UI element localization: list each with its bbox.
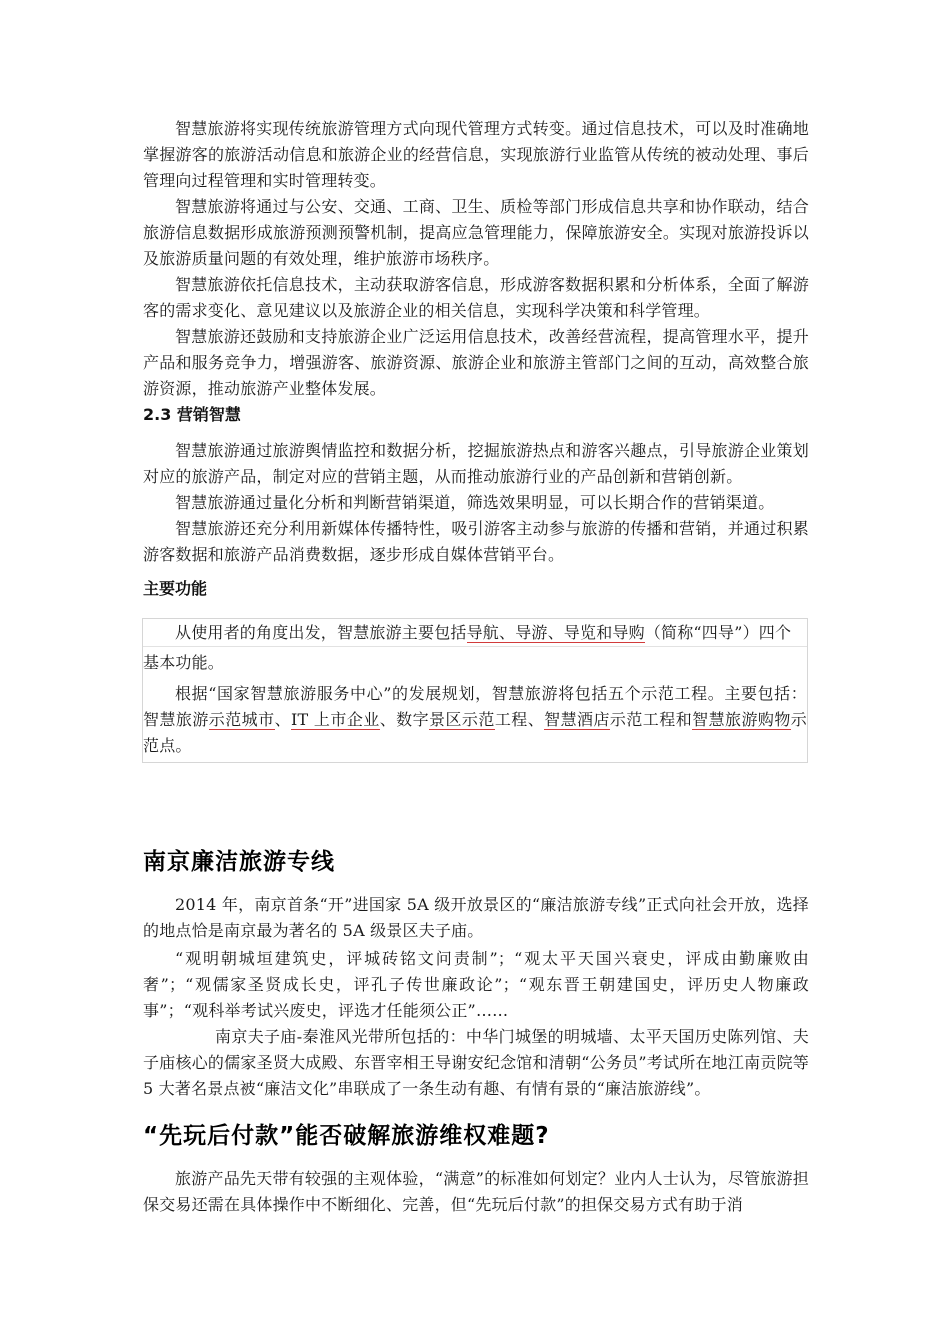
link-smart-shopping[interactable]: 智慧旅游购物 [692,710,791,729]
paragraph: 2014 年，南京首条“开”进国家 5A 级开放景区的“廉洁旅游专线”正式向社会开放，选择的地点恰是南京最为著名的 5A 级景区夫子庙。 [143,895,809,940]
section-heading-main-functions: 主要功能 [143,579,208,598]
paragraph: 智慧旅游通过量化分析和判断营销渠道，筛选效果明显，可以长期合作的营销渠道。 [175,493,775,512]
text-span: （简称“四导”）四个 [644,623,792,642]
paragraph: 旅游产品先天带有较强的主观体验，“满意”的标准如何划定？业内人士认为，尽管旅游担保交易还需在具体操作中不断细化、完善，但“先玩后付款”的担保交易方式有助于消 [143,1169,809,1214]
heading-nanjing: 南京廉洁旅游专线 [143,849,335,875]
text-span: 智慧旅游 [143,710,209,729]
main-functions-row-1 [143,619,807,647]
paragraph-demo-projects [143,681,807,759]
heading-pay-later: “先玩后付款”能否破解旅游维权难题? [143,1123,550,1149]
text-span: 从使用者的角度出发，智慧旅游主要包括 [175,623,467,642]
link-scenic-demo[interactable]: 景区示范 [429,710,495,729]
paragraph: 智慧旅游将实现传统旅游管理方式向现代管理方式转变。通过信息技术，可以及时准确地掌握游客的旅游活动信息和旅游企业的经营信息，实现旅游行业监管从传统的被动处理、事后管理向过程管理和实时管理转变。 [143,119,809,190]
text-span: 示范工程和 [609,710,693,729]
paragraph: 智慧旅游还充分利用新媒体传播特性，吸引游客主动参与旅游的传播和营销，并通过积累游客数据和旅游产品消费数据，逐步形成自媒体营销平台。 [143,519,809,564]
link-it-listed[interactable]: IT 上市企业 [291,710,380,729]
paragraph-four-guides [143,619,807,646]
section-marketing-body [143,438,809,568]
section-nanjing-body [143,892,809,1102]
text-span: 、数字 [379,710,430,729]
paragraph: 智慧旅游通过旅游舆情监控和数据分析，挖掘旅游热点和游客兴趣点，引导旅游企业策划对应的旅游产品，制定对应的营销主题，从而推动旅游行业的产品创新和营销创新。 [143,441,809,486]
text-span: 根据“国家智慧旅游服务中心”的发展规划，智慧旅游将包括五个示范工程。主要包括： [175,684,807,703]
paragraph-quotes: “观明朝城垣建筑史，评城砖铭文问责制”；“观太平天国兴衰史，评成由勤廉败由奢”；“观儒家圣贤成长史，评孔子传世廉政论”；“观东晋王朝建国史，评历史人物廉政事”；“观科举考试兴废史，评选才任能须公正”…… [143,949,809,1020]
text-span: 示范点。 [143,710,807,755]
section-pay-later-body [143,1166,809,1218]
paragraph: 南京夫子庙-秦淮风光带所包括的：中华门城堡的明城墙、太平天国历史陈列馆、夫子庙核心的儒家圣贤大成殿、东晋宰相王导谢安纪念馆和清朝“公务员”考试所在地江南贡院等 5 大著名景点被“廉洁文化”串联成了一条生动有趣、有情有景的“廉洁旅游线”。 [143,1027,809,1098]
paragraph: 智慧旅游还鼓励和支持旅游企业广泛运用信息技术，改善经营流程，提高管理水平，提升产品和服务竞争力，增强游客、旅游资源、旅游企业和旅游主管部门之间的互动，高效整合旅游资源，推动旅游产业整体发展。 [143,327,809,398]
section-governance-body [143,116,809,402]
link-demo-city[interactable]: 示范城市 [208,710,275,729]
link-four-guides[interactable]: 导航、导游、导览和导购 [466,623,645,642]
text-span: 、 [274,710,292,729]
text-span: 工程、 [494,710,545,729]
paragraph: 智慧旅游依托信息技术，主动获取游客信息，形成游客数据积累和分析体系，全面了解游客的需求变化、意见建议以及旅游企业的相关信息，实现科学决策和科学管理。 [143,275,809,320]
paragraph-basic-functions: 基本功能。 [143,653,225,672]
paragraph: 智慧旅游将通过与公安、交通、工商、卫生、质检等部门形成信息共享和协作联动，结合旅游信息数据形成旅游预测预警机制，提高应急管理能力，保障旅游安全。实现对旅游投诉以及旅游质量问题的有效处理，维护旅游市场秩序。 [143,197,809,268]
link-smart-hotel[interactable]: 智慧酒店 [544,710,610,729]
section-heading-marketing: 2.3 营销智慧 [143,405,241,424]
main-functions-box [142,618,808,763]
